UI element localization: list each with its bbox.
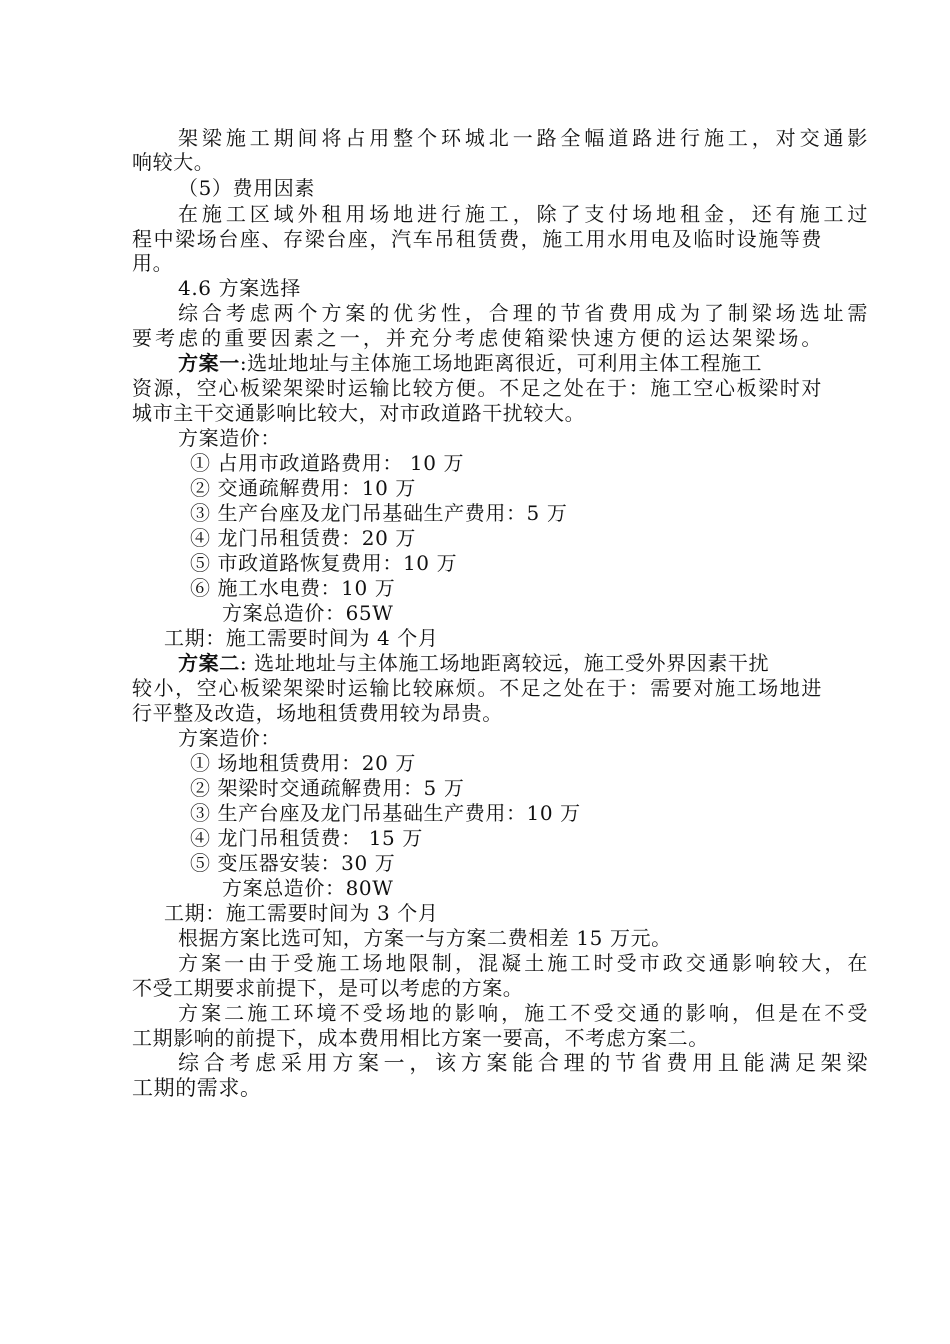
text-line: 要考虑的重要因素之一，并充分考虑使箱梁快速方便的运达架梁场。	[132, 326, 822, 350]
cost-item: ④ 龙门吊租赁费： 15 万	[190, 826, 423, 850]
text-line: 不受工期要求前提下，是可以考虑的方案。	[132, 976, 524, 1000]
cost-item: ① 占用市政道路费用： 10 万	[190, 451, 465, 475]
total-cost: 方案总造价：80W	[222, 876, 394, 900]
cost-item: ③ 生产台座及龙门吊基础生产费用：5 万	[190, 501, 568, 525]
cost-heading: 方案造价：	[178, 726, 281, 750]
duration-line: 工期：施工需要时间为 4 个月	[164, 626, 439, 650]
text-line: 选址地址与主体施工场地距离很近，可利用主体工程施工	[247, 351, 763, 375]
text-line: 架梁施工期间将占用整个环城北一路全幅道路进行施工，对交通影	[178, 126, 868, 150]
text-line: 用。	[132, 251, 174, 275]
plan-one-paragraph-start	[178, 351, 868, 375]
text-line: 选址地址与主体施工场地距离较远，施工受外界因素干扰	[247, 651, 770, 675]
text-line: 综合考虑两个方案的优劣性，合理的节省费用成为了制梁场选址需	[178, 301, 868, 325]
cost-item: ③ 生产台座及龙门吊基础生产费用：10 万	[190, 801, 581, 825]
cost-item: ① 场地租赁费用：20 万	[190, 751, 416, 775]
plan-two-label: 方案二	[178, 651, 240, 675]
plan-two-paragraph-start	[178, 651, 868, 675]
plan-one-label: 方案一	[178, 351, 240, 375]
conclusion-line: 综合考虑采用方案一，该方案能合理的节省费用且能满足架梁	[178, 1051, 868, 1075]
cost-heading: 方案造价：	[178, 426, 281, 450]
text-line: 程中梁场台座、存梁台座，汽车吊租赁费，施工用水用电及临时设施等费	[132, 227, 822, 251]
total-cost: 方案总造价：65W	[222, 601, 394, 625]
cost-item: ⑤ 变压器安装：30 万	[190, 851, 396, 875]
duration-line: 工期：施工需要时间为 3 个月	[164, 901, 439, 925]
cost-item: ② 架梁时交通疏解费用：5 万	[190, 776, 465, 800]
section-heading: （5）费用因素	[178, 176, 315, 200]
cost-item: ⑤ 市政道路恢复费用：10 万	[190, 551, 458, 575]
text-line: 工期影响的前提下，成本费用相比方案一要高，不考虑方案二。	[132, 1026, 709, 1050]
text-line: 较小，空心板梁架梁时运输比较麻烦。不足之处在于：需要对施工场地进	[132, 676, 822, 700]
cost-item: ⑥ 施工水电费：10 万	[190, 576, 396, 600]
text-line: 方案一由于受施工场地限制，混凝土施工时受市政交通影响较大，在	[178, 951, 868, 975]
cost-item: ② 交通疏解费用：10 万	[190, 476, 416, 500]
text-fragment: :	[239, 651, 248, 675]
text-line: 资源，空心板梁架梁时运输比较方便。不足之处在于：施工空心板梁时对	[132, 376, 822, 400]
text-line: 行平整及改造，场地租赁费用较为昂贵。	[132, 701, 503, 725]
text-line: 根据方案比选可知，方案一与方案二费相差 15 万元。	[178, 926, 672, 950]
conclusion-line: 工期的需求。	[132, 1076, 262, 1100]
text-line: 响较大。	[132, 150, 215, 174]
text-line: 城市主干交通影响比较大，对市政道路干扰较大。	[132, 401, 586, 425]
section-heading: 4.6 方案选择	[178, 276, 301, 300]
cost-item: ④ 龙门吊租赁费：20 万	[190, 526, 416, 550]
text-line: 在施工区域外租用场地进行施工，除了支付场地租金，还有施工过	[178, 202, 868, 226]
text-line: 方案二施工环境不受场地的影响，施工不受交通的影响，但是在不受	[178, 1001, 868, 1025]
text-fragment: :	[239, 351, 248, 375]
